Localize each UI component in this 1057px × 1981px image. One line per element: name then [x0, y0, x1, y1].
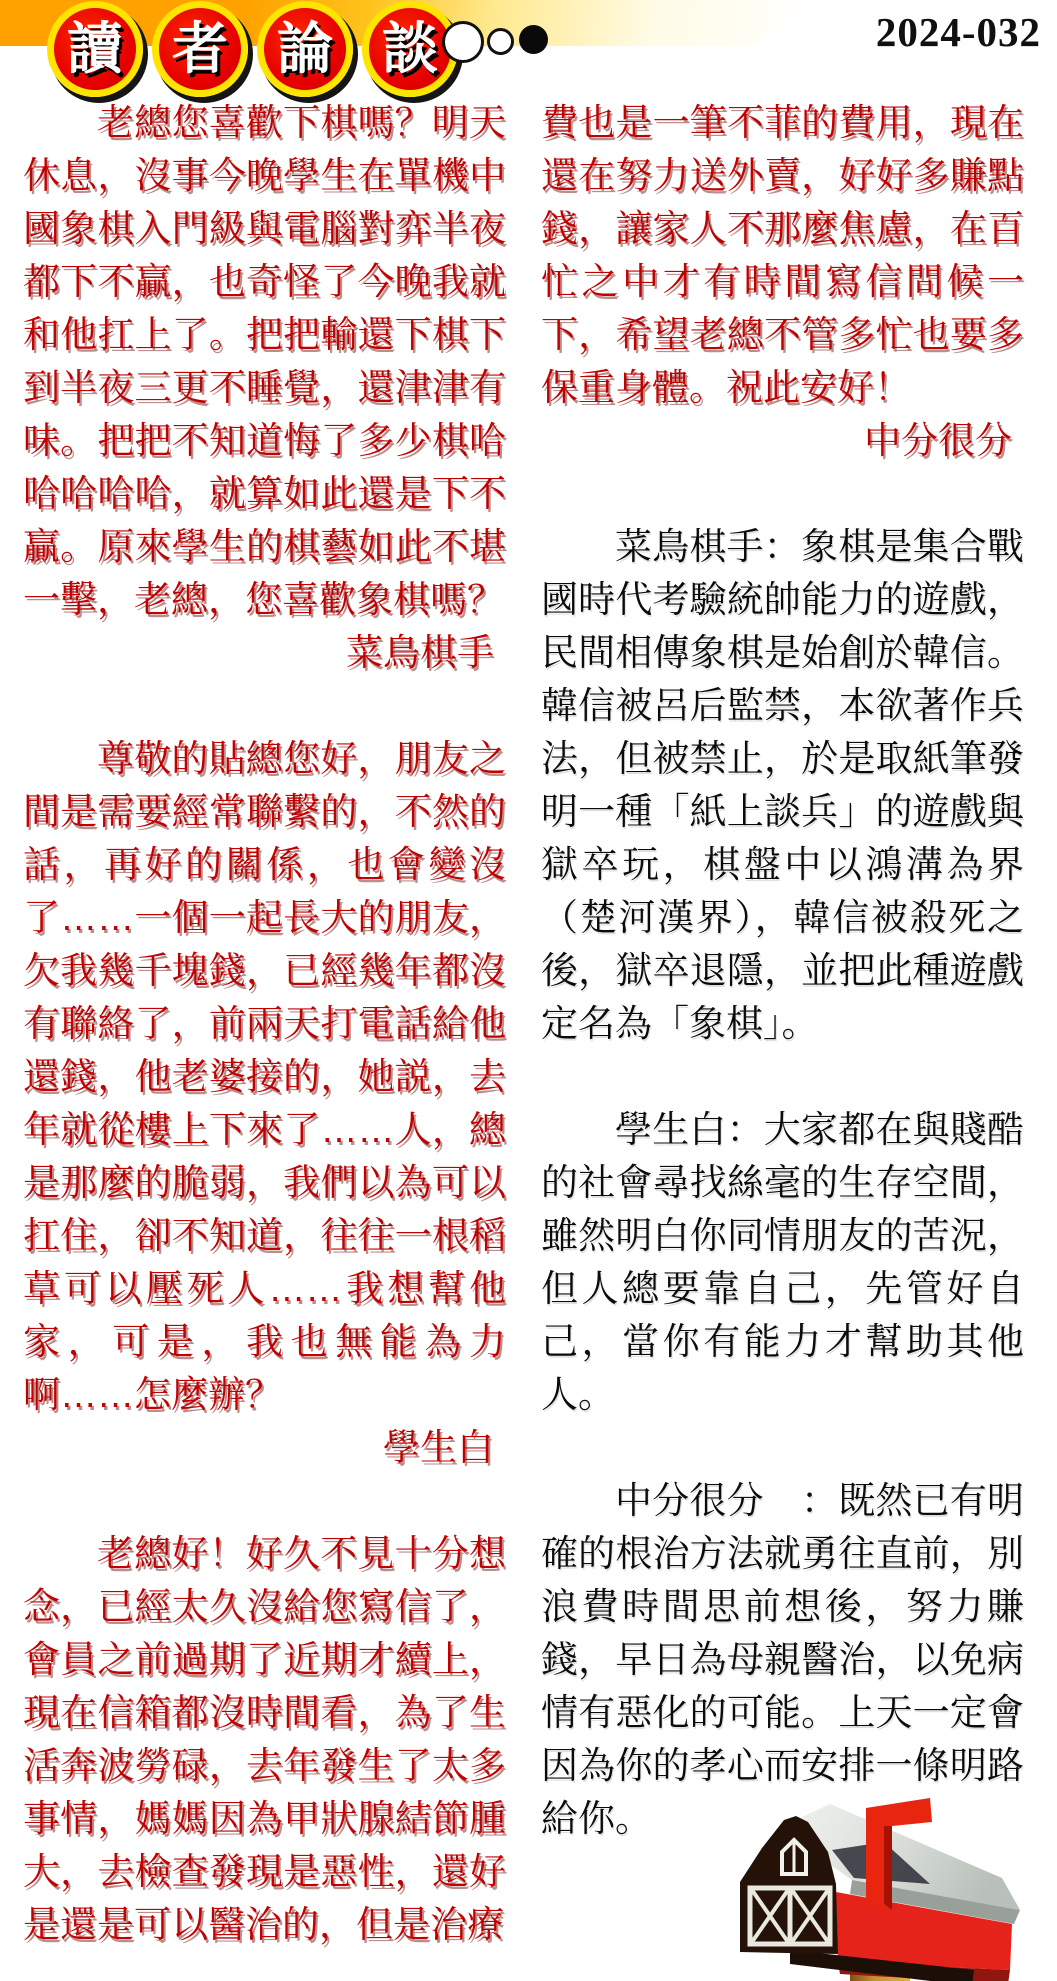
reply3-text-before: 中分很分 ：既然已有明確的根治方法就勇往直前，別浪費時間思前想後，努力賺錢，早日為母親醫治，以免病情有惡化的可能。上天一定會因為你的孝心而安排	[541, 1480, 1024, 1786]
left-column	[23, 96, 506, 1951]
right-column	[541, 96, 1024, 1981]
title-character: 讀	[67, 17, 123, 80]
title-character: 論	[277, 17, 333, 80]
title-character: 談	[382, 17, 438, 80]
letter2-text: 尊敬的貼總您好，朋友之間是需要經常聯繫的，不然的話，再好的關係，也會變沒了……一個一起長大的朋友，欠我幾千塊錢，已經幾年都沒有聯絡了，前兩天打電話給他還錢，他老婆接的，她説，去年就從樓上下來了……人，總是那麼的脆弱，我們以為可以扛住，卻不知道，往往一根稻草可以壓死人……我想幫他家，可是，我也無能為力啊……怎麼辦？	[23, 738, 506, 1415]
decoration-dot-black-icon	[519, 25, 548, 54]
reply2-text: 學生白：大家都在與賤酷的社會尋找絲毫的生存空間，雖然明白你同情朋友的苦況，但人總要靠自己，先管好自己，當你有能力才幫助其他人。	[541, 1109, 1024, 1415]
letter1-text: 老總您喜歡下棋嗎？明天休息，沒事今晚學生在單機中國象棋入門級與電腦對弈半夜都下不贏，也奇怪了今晚我就和他扛上了。把把輸還下棋下到半夜三更不睡覺，還津津有味。把把不知道悔了多少棋哈哈哈哈哈，就算如此還是下不贏。原來學生的棋藝如此不堪一擊，老總，您喜歡象棋嗎？	[23, 102, 506, 620]
title-character: 者	[172, 17, 228, 80]
mailbox-image	[732, 1792, 1024, 1981]
title-badge-1	[47, 1, 143, 97]
letter3-text-part2: 費也是一筆不菲的費用，現在還在努力送外賣，好好多賺點錢，讓家人不那麼焦慮，在百忙之中才有時間寫信問候一下，希望老總不管多忙也要多保重身體。祝此安好！	[541, 102, 1024, 408]
reply3-text-after: 一條明路給你。	[541, 1745, 1024, 1839]
decoration-dot-large-icon	[442, 21, 484, 63]
reply3-text	[541, 1474, 1024, 1845]
letter3-text-part1: 老總好！好久不見十分想念，已經太久沒給您寫信了，會員之前過期了近期才續上，現在信箱都沒時間看，為了生活奔波勞碌，去年發生了太多事情，媽媽因為甲狀腺結節腫大，去檢查發現是惡性，還好是還是可以醫治的，但是治療	[23, 1533, 506, 1945]
letter3-signature: 中分很分	[864, 420, 1012, 461]
letter2-signature: 學生白	[383, 1427, 494, 1468]
reply1-text: 菜鳥棋手：象棋是集合戰國時代考驗統帥能力的遊戲，民間相傳象棋是始創於韓信。韓信被呂后監禁，本欲著作兵法，但被禁止，於是取紙筆發明一種「紙上談兵」的遊戲與獄卒玩，棋盤中以鴻溝為界（楚河漢界），韓信被殺死之後，獄卒退隱，並把此種遊戲定名為「象棋」。	[541, 526, 1024, 1044]
decoration-dot-small-icon	[487, 28, 514, 55]
title-badge-3	[257, 1, 353, 97]
title-badge-2	[152, 1, 248, 97]
letter1-signature: 菜鳥棋手	[346, 632, 494, 673]
issue-number: 2024-032	[875, 9, 1041, 55]
